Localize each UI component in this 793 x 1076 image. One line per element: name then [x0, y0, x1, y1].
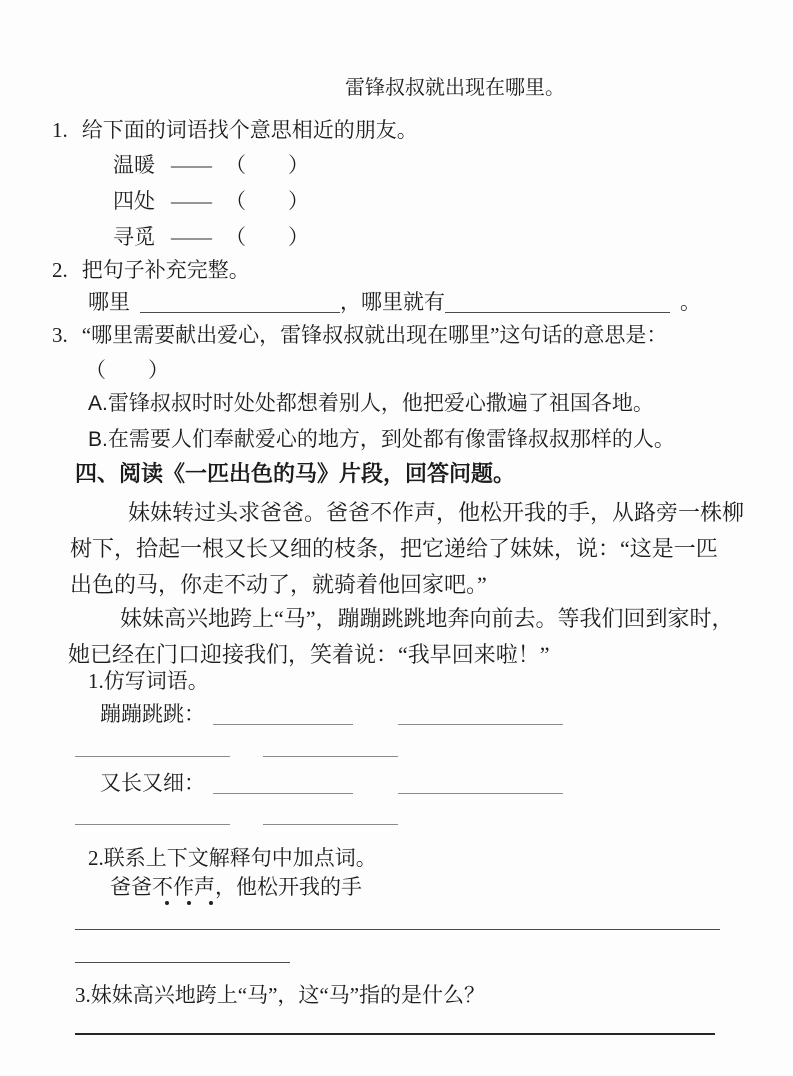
section4-question-3-prompt: 妹妹高兴地跨上“马”，这“马”指的是什么？ [90, 983, 486, 1007]
dash-connector: —— [171, 225, 211, 249]
section4-question-1-number: 1. [88, 669, 104, 693]
option-b [88, 427, 675, 453]
answer-blank [445, 292, 670, 313]
fill-lead-text: 哪里 [88, 290, 130, 314]
answer-line-short [75, 942, 290, 965]
passage-line: 出色的马，你走不动了，就骑着他回家吧。” [70, 572, 487, 597]
imitate-word-label: 又长又细： [100, 771, 205, 795]
dash-connector: —— [171, 153, 211, 177]
question-1-prompt: 给下面的词语找个意思相近的朋友。 [81, 118, 418, 142]
answer-blank [213, 704, 353, 725]
passage-line: 妹妹高兴地跨上“马”，蹦蹦跳跳地奔向前去。等我们回到家时， [120, 606, 734, 631]
section4-question-2 [88, 845, 377, 871]
section4-question-2-prompt: 联系上下文解释句中加点词。 [103, 846, 377, 870]
fill-mid-text: ，哪里就有 [340, 290, 445, 314]
passage-line: 树下，拾起一根又长又细的枝条，把它递给了妹妹，说：“这是一匹 [70, 536, 718, 561]
answer-blank [140, 292, 340, 313]
section4-question-3-number: 3. [75, 983, 91, 1007]
option-b-label: B. [88, 428, 108, 451]
pair-word: 温暖 [113, 153, 155, 177]
imitate-word-label: 蹦蹦跳跳： [100, 702, 205, 726]
answer-blank [263, 804, 398, 825]
section-4-heading: 四、阅读《一匹出色的马》片段，回答问题。 [75, 461, 516, 486]
answer-blank [75, 736, 230, 757]
option-a [88, 391, 654, 417]
answer-blank [75, 804, 230, 825]
section4-question-1 [88, 668, 209, 694]
fill-in-sentence [88, 289, 701, 315]
answer-blank [213, 773, 353, 794]
sentence-suffix: ，他松开我的手 [215, 875, 362, 899]
pair-word: 四处 [113, 189, 155, 213]
intro-continuation-line: 雷锋叔叔就出现在哪里。 [345, 77, 565, 99]
synonym-pair-row [113, 152, 309, 178]
question-2-number: 2. [52, 258, 68, 282]
pair-word: 寻觅 [113, 225, 155, 249]
imitate-blank-row [75, 801, 398, 827]
answer-parentheses: （ ） [225, 225, 309, 249]
answer-blank [75, 1013, 715, 1035]
synonym-pair-row [113, 188, 309, 214]
question-3-number: 3. [52, 323, 68, 347]
imitate-word-row-1 [100, 701, 563, 727]
synonym-pair-row [113, 224, 309, 250]
sentence-prefix: 爸爸 [110, 875, 152, 899]
question-3-prompt: “哪里需要献出爱心，雷锋叔叔就出现在哪里”这句话的意思是： [81, 323, 668, 347]
answer-blank [398, 704, 563, 725]
option-b-text: 在需要人们奉献爱心的地方，到处都有像雷锋叔叔那样的人。 [107, 428, 675, 451]
dash-connector: —— [171, 189, 211, 213]
emphasis-dots [165, 901, 169, 905]
question-2 [52, 257, 250, 283]
answer-blank [75, 942, 290, 963]
answer-line-final [75, 1013, 715, 1037]
passage-line: 她已经在门口迎接我们，笑着说：“我早回来啦！” [68, 642, 550, 667]
option-a-label: A. [88, 392, 108, 415]
imitate-blank-row [75, 733, 398, 759]
answer-blank [263, 736, 398, 757]
section4-question-2-number: 2. [88, 846, 104, 870]
question-1 [52, 117, 418, 143]
answer-parentheses: （ ） [225, 189, 309, 213]
quoted-sentence [110, 874, 793, 900]
option-a-text: 雷锋叔叔时时处处都想着别人，他把爱心撒遍了祖国各地。 [107, 392, 654, 415]
section4-question-1-prompt: 仿写词语。 [103, 669, 209, 693]
section4-question-3 [75, 982, 485, 1008]
answer-line-long [75, 909, 720, 932]
imitate-word-row-2 [100, 770, 563, 796]
question-1-number: 1. [52, 118, 68, 142]
passage-line: 妹妹转过头求爸爸。爸爸不作声，他松开我的手，从路旁一株柳 [128, 500, 745, 525]
fill-end-period: 。 [680, 290, 701, 314]
question-3 [52, 322, 667, 348]
answer-blank [398, 773, 563, 794]
answer-parentheses: （ ） [85, 358, 169, 382]
sentence-dotted-word: 不作声 [152, 875, 215, 899]
answer-blank [75, 909, 720, 930]
question-2-prompt: 把句子补充完整。 [81, 258, 250, 282]
answer-parentheses: （ ） [225, 153, 309, 177]
